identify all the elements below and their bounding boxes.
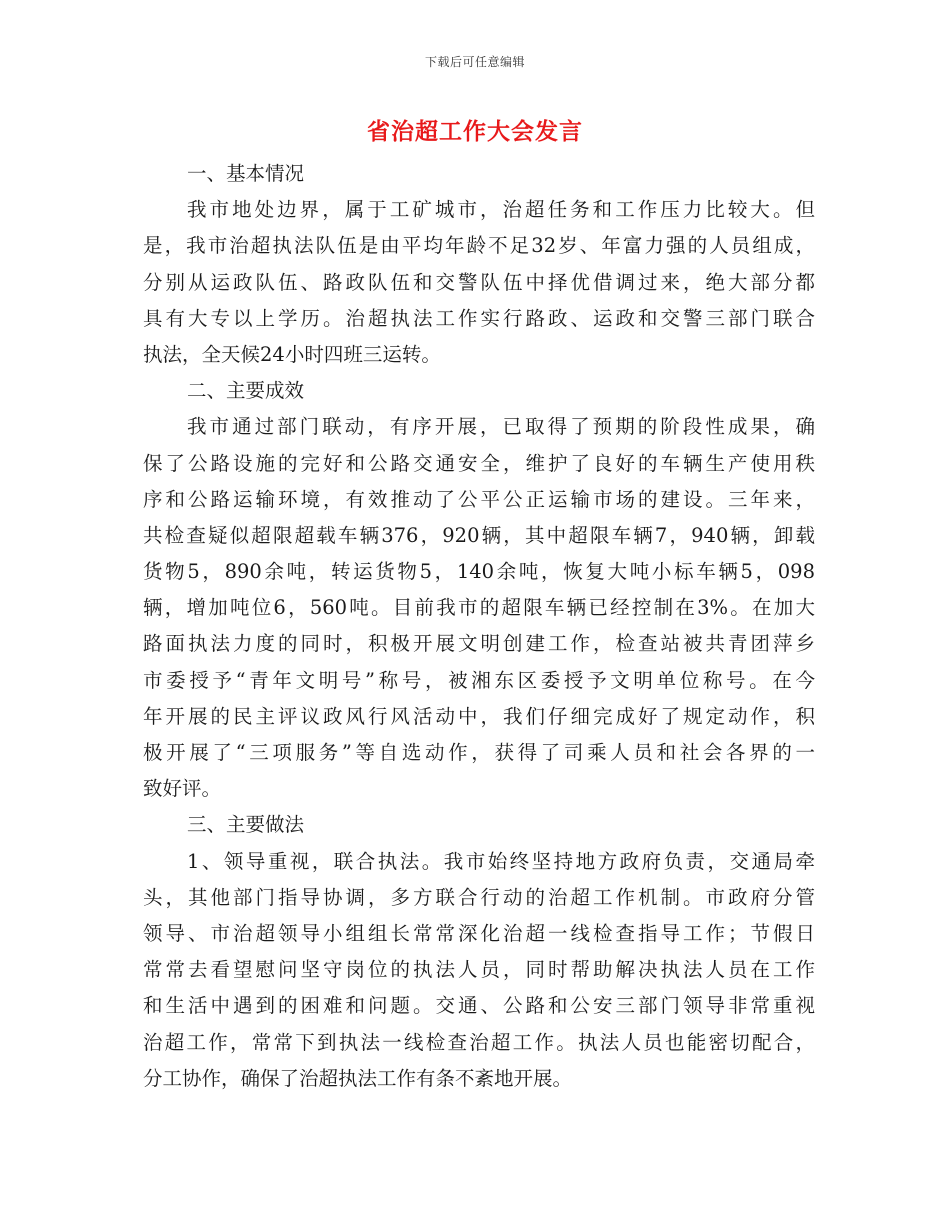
paragraph-line: 1、领导重视，联合执法。我市始终坚持地方政府负责，交通局牵 (187, 849, 815, 873)
paragraph-line: 辆，增加吨位6，560吨。目前我市的超限车辆已经控制在3%。在加大 (143, 596, 815, 620)
document-title: 省治超工作大会发言 (367, 118, 583, 145)
paragraph-line: 常常去看望慰问坚守岗位的执法人员，同时帮助解决执法人员在工作 (143, 958, 815, 982)
paragraph-line: 共检查疑似超限超载车辆376，920辆，其中超限车辆7，940辆，卸载 (143, 523, 815, 547)
paragraph-line: 领导、市治超领导小组组长常常深化治超一线检查指导工作；节假日 (143, 921, 815, 945)
paragraph-line: 分别从运政队伍、路政队伍和交警队伍中择优借调过来，绝大部分都 (143, 270, 815, 294)
paragraph-line: 路面执法力度的同时，积极开展文明创建工作，检查站被共青团萍乡 (143, 632, 815, 656)
section-heading: 二、主要成效 (187, 379, 305, 403)
paragraph-line: 序和公路运输环境，有效推动了公平公正运输市场的建设。三年来， (143, 487, 815, 511)
paragraph-line: 执法，全天候24小时四班三运转。 (143, 342, 441, 366)
paragraph-line: 具有大专以上学历。治超执法工作实行路政、运政和交警三部门联合 (143, 306, 815, 330)
document-body (143, 156, 815, 1097)
paragraph-line: 分工协作，确保了治超执法工作有条不紊地开展。 (143, 1066, 573, 1090)
paragraph-line: 致好评。 (143, 777, 222, 801)
section-heading: 三、主要做法 (187, 813, 305, 837)
paragraph-line: 极开展了“三项服务”等自选动作，获得了司乘人员和社会各界的一 (143, 741, 815, 764)
paragraph-line: 我市通过部门联动，有序开展，已取得了预期的阶段性成果，确 (187, 415, 815, 439)
paragraph-line: 货物5，890余吨，转运货物5，140余吨，恢复大吨小标车辆5，098 (143, 560, 815, 584)
paragraph-line: 治超工作，常常下到执法一线检查治超工作。执法人员也能密切配合， (143, 1030, 815, 1054)
paragraph-line: 市委授予“青年文明号”称号，被湘东区委授予文明单位称号。在今 (143, 668, 815, 692)
section-heading: 一、基本情况 (187, 162, 305, 185)
page-header: 下载后可任意编辑 (424, 55, 525, 69)
paragraph-line: 我市地处边界，属于工矿城市，治超任务和工作压力比较大。但 (187, 198, 815, 222)
paragraph-line: 保了公路设施的完好和公路交通安全，维护了良好的车辆生产使用秩 (143, 451, 815, 475)
paragraph-line: 头，其他部门指导协调，多方联合行动的治超工作机制。市政府分管 (143, 885, 815, 909)
paragraph-line: 和生活中遇到的困难和问题。交通、公路和公安三部门领导非常重视 (143, 994, 815, 1018)
paragraph-line: 是，我市治超执法队伍是由平均年龄不足32岁、年富力强的人员组成， (143, 234, 815, 258)
paragraph-line: 年开展的民主评议政风行风活动中，我们仔细完成好了规定动作，积 (143, 704, 815, 728)
